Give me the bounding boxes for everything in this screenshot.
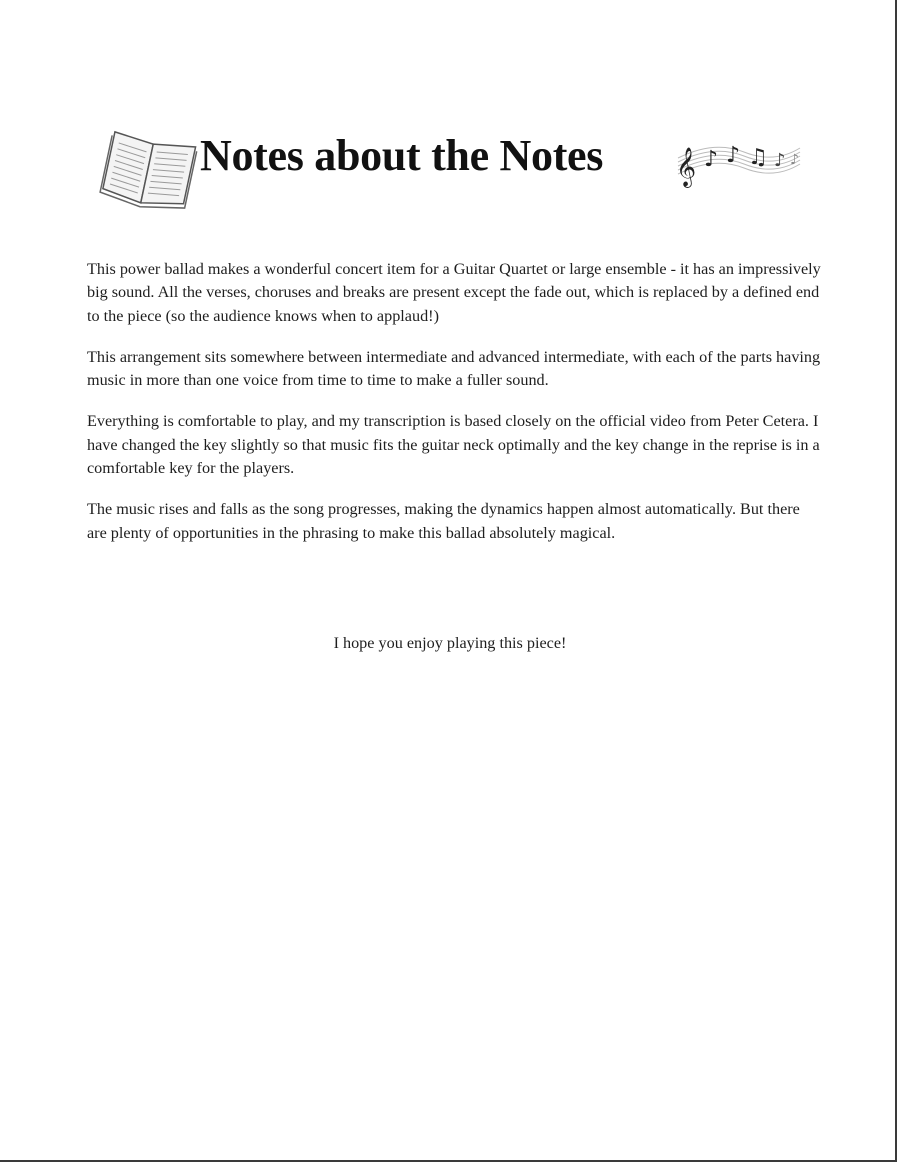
paragraph: This arrangement sits somewhere between intermediate and advanced intermediate, with each of the parts having music in more than one voice from time to time to make a fuller sound. xyxy=(87,347,821,390)
paragraph: This power ballad makes a wonderful concert item for a Guitar Quartet or large ensemble - it has an impressively big sound. All the verses, choruses and breaks are present except the fade out, which is replaced by a defined end to the piece (so the audience knows when to applaud!) xyxy=(87,260,821,325)
music-notes-icon xyxy=(674,128,804,188)
svg-text:𝄞: 𝄞 xyxy=(676,147,697,187)
svg-text:♫: ♫ xyxy=(748,145,768,170)
open-book-icon xyxy=(98,126,202,212)
paragraph: The music rises and falls as the song progresses, making the dynamics happen almost automatically. But there are plenty of opportunities in the phrasing to make this ballad absolutely magical. xyxy=(87,500,800,542)
svg-text:♪: ♪ xyxy=(790,152,799,168)
notes-body xyxy=(87,258,822,563)
svg-text:♪: ♪ xyxy=(704,147,719,172)
closing-line: I hope you enjoy playing this piece! xyxy=(333,634,567,652)
paragraph: Everything is comfortable to play, and my transcription is based closely on the official video from Peter Cetera. I have changed the key slightly so that music fits the guitar neck optimally and the key change in the reprise is in a comfortable key for the players. xyxy=(87,412,820,478)
svg-text:♪: ♪ xyxy=(726,143,741,168)
page-title: Notes about the Notes xyxy=(200,131,604,180)
svg-text:♪: ♪ xyxy=(774,150,786,171)
